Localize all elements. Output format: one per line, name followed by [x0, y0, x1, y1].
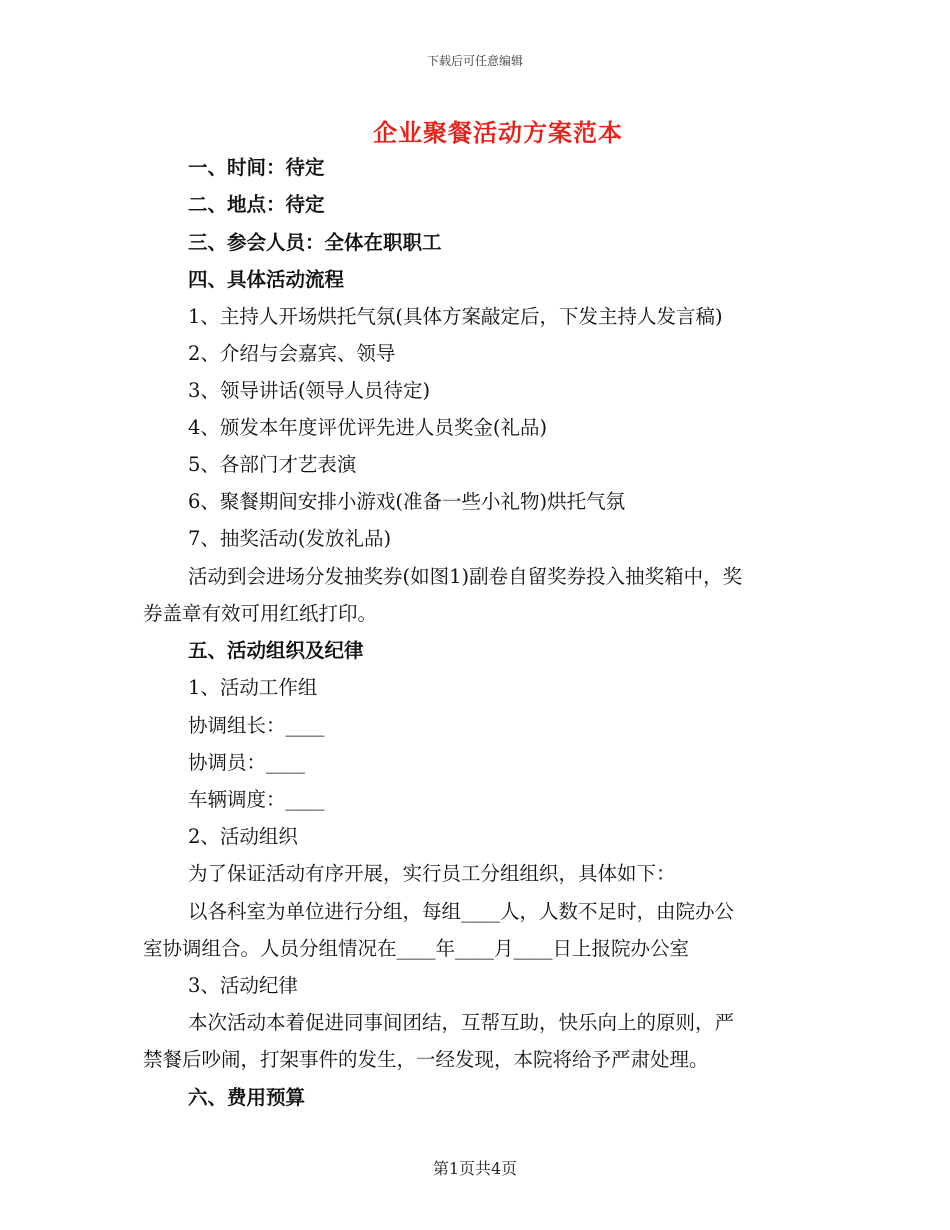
section-heading-time: 一、时间：待定: [188, 156, 325, 179]
subheading-discipline: 3、活动纪律: [188, 974, 298, 997]
section-heading-location: 二、地点：待定: [188, 193, 325, 216]
subheading-work-group: 1、活动工作组: [188, 676, 318, 699]
process-item-5: 5、各部门才艺表演: [188, 453, 357, 476]
page-footer: 第1页共4页: [432, 1159, 518, 1178]
header-note: 下载后可任意编辑: [426, 54, 523, 68]
section-heading-process: 四、具体活动流程: [188, 268, 345, 291]
document-title: 企业聚餐活动方案范本: [373, 118, 623, 147]
paragraph-discipline-line-1: 本次活动本着促进同事间团结，互帮互助，快乐向上的原则，严: [188, 1011, 735, 1034]
process-item-1: 1、主持人开场烘托气氛(具体方案敲定后，下发主持人发言稿): [188, 305, 723, 328]
process-item-2: 2、介绍与会嘉宾、领导: [188, 342, 396, 365]
paragraph-grouping-line-1: 以各科室为单位进行分组，每组____人，人数不足时，由院办公: [188, 900, 735, 923]
subheading-activity-organization: 2、活动组织: [188, 825, 298, 848]
paragraph-lottery-line-1: 活动到会进场分发抽奖券(如图1)副卷自留奖券投入抽奖箱中，奖: [188, 565, 743, 588]
section-heading-budget: 六、费用预算: [188, 1086, 306, 1109]
process-item-6: 6、聚餐期间安排小游戏(准备一些小礼物)烘托气氛: [188, 490, 626, 513]
process-item-4: 4、颁发本年度评优评先进人员奖金(礼品): [188, 416, 548, 439]
field-vehicle-dispatch: 车辆调度：____: [188, 788, 325, 811]
paragraph-grouping-intro: 为了保证活动有序开展，实行员工分组组织，具体如下：: [188, 862, 676, 885]
field-coordinator: 协调员：____: [188, 751, 306, 774]
process-item-3: 3、领导讲话(领导人员待定): [188, 379, 431, 402]
field-coordinator-leader: 协调组长：____: [188, 714, 325, 737]
section-heading-organization: 五、活动组织及纪律: [188, 639, 364, 662]
paragraph-grouping-line-2: 室协调组合。人员分组情况在____年____月____日上报院办公室: [143, 937, 690, 960]
paragraph-discipline-line-2: 禁餐后吵闹，打架事件的发生，一经发现，本院将给予严肃处理。: [143, 1048, 709, 1071]
paragraph-lottery-line-2: 券盖章有效可用红纸打印。: [143, 602, 378, 625]
section-heading-attendees: 三、参会人员：全体在职职工: [188, 231, 442, 254]
process-item-7: 7、抽奖活动(发放礼品): [188, 527, 392, 550]
